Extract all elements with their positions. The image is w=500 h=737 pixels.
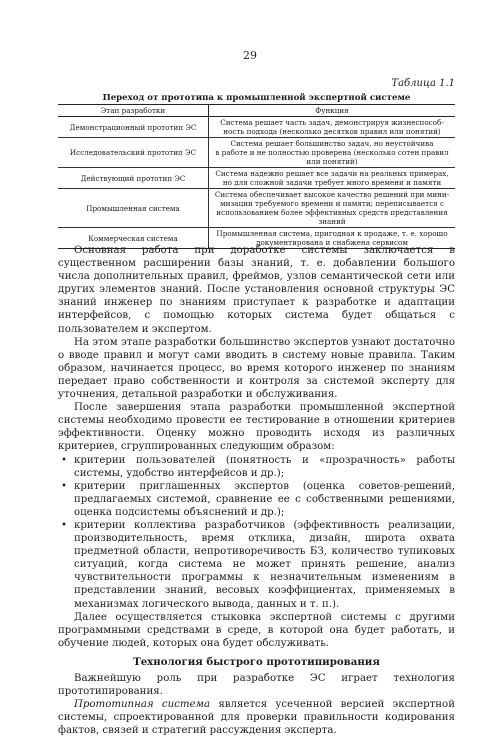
paragraph: После завершения этапа разработки промышленной экспертной системы необходимо провести ее тестирование в отношении критериев эффективности. Оценку можно проводить исходя из различных критериев, сгруппированных следующим образом: <box>58 402 455 453</box>
list-item <box>58 454 455 480</box>
function-line: мизации требуемого времени и памяти; переписывается с <box>219 199 445 208</box>
paragraph: Далее осуществляется стыковка экспертной системы с другими программными средствами в среде, в которой она будет работать, и обучение людей, которых она будет обслуживать. <box>58 611 455 649</box>
table-row <box>58 117 455 138</box>
column-header-stage: Этап разработки <box>58 105 209 117</box>
function-line: знаний <box>318 217 346 226</box>
stage-cell: Коммерческая система <box>58 228 209 249</box>
stage-cell: Исследовательский прототип ЭС <box>58 138 209 168</box>
italic-term: Прототипная система <box>74 699 211 711</box>
function-line: или понятий) <box>306 157 358 166</box>
paragraph: Основная работа при доработке системы заключается в существенном расширении базы знаний, т. е. добавлении большого числа дополнительных правил, фреймов, узлов семантической сети или других элементов знаний. После установления основной структуры ЭС знаний инженер по знаниям приступает к разработке и адаптации интерфейсов, с помощью которых система будет общаться с пользователем и экспертом. <box>58 245 455 335</box>
paragraph-rest: является усеченной версией экспертной системы, спроектированной для проверки правильности кодирования фактов, связей и стратегий рассуждения эксперта. <box>58 699 455 737</box>
table-row <box>58 168 455 189</box>
paragraph: Важнейшую роль при разработке ЭС играет технология прототипирования. <box>58 673 455 698</box>
function-line: Система надежно решает все задачи на реальных примерах, <box>215 169 449 178</box>
table-row <box>58 138 455 168</box>
list-item-text: критерии коллектива разработчиков (эффективность реализации, производительность, время отклика, дизайн, широта охвата предметной области, непротиворечивость БЗ, количество тупиковых ситуаций, когда система не может принять решение, анализ чувствительности программы к незначительным изменениям в представлении знаний, весовых коэффициентах, применяемых в механизмах логического вывода, данных и т. п.). <box>74 519 455 610</box>
bullet-icon: • <box>61 519 68 531</box>
function-line: ность подхода (несколько десятков правил или понятий) <box>223 127 441 136</box>
function-cell <box>209 189 456 228</box>
function-line: Система решает большинство задач, но неустойчива <box>230 139 434 148</box>
function-line: но для сложной задачи требует много времени и памяти <box>222 178 442 187</box>
function-line: использованием более эффективных средств представления <box>216 208 448 217</box>
stage-cell: Демонстрационный прототип ЭС <box>58 117 209 138</box>
stage-cell: Действующий прототип ЭС <box>58 168 209 189</box>
function-line: в работе и не полностью проверена (несколько сотен правил <box>215 148 449 157</box>
prototype-table <box>58 104 455 249</box>
bullet-icon: • <box>61 480 68 492</box>
bullet-icon: • <box>61 454 68 466</box>
function-line: Промышленная система, пригодная к продаже, т. е. хорошо <box>216 229 448 238</box>
criteria-list <box>58 454 455 611</box>
function-cell <box>209 117 456 138</box>
list-item-text: критерии пользователей (понятность и «прозрачность» работы системы, удобство интерфейсов и др.); <box>74 454 455 479</box>
table-title: Переход от прототипа к промышленной экспертной системе <box>102 93 411 103</box>
section-heading: Технология быстрого прототипирования <box>133 655 380 668</box>
list-item <box>58 519 455 611</box>
paragraph: На этом этапе разработки большинство экспертов узнают достаточно о вводе правил и могут сами вводить в систему новые правила. Таким образом, начинается процесс, во время которого инженер по знаниям передает право собственности и контроля за системой эксперту для уточнения, детальной разработки и обслуживания. <box>58 336 455 401</box>
list-item <box>58 480 455 519</box>
table-header-row <box>58 105 455 117</box>
function-line: Система решает часть задач, демонстрируя жизнеспособ- <box>220 118 444 127</box>
function-line: Система обеспечивает высокое качество решений при мини- <box>214 190 450 199</box>
body-text <box>58 244 455 737</box>
table-label: Таблица 1.1 <box>391 78 455 89</box>
paragraph <box>58 698 455 737</box>
function-cell <box>209 138 456 168</box>
column-header-function: Функция <box>209 105 456 117</box>
page-number: 29 <box>243 49 257 62</box>
table-row <box>58 189 455 228</box>
stage-cell: Промышленная система <box>58 189 209 228</box>
list-item-text: критерии приглашенных экспертов (оценка советов-решений, предлагаемых системой, сравнение ее с собственными решениями, оценка подсистемы объяснений и др.); <box>74 480 455 518</box>
function-line: документирована и снабжена сервисом <box>256 238 408 247</box>
function-cell <box>209 168 456 189</box>
